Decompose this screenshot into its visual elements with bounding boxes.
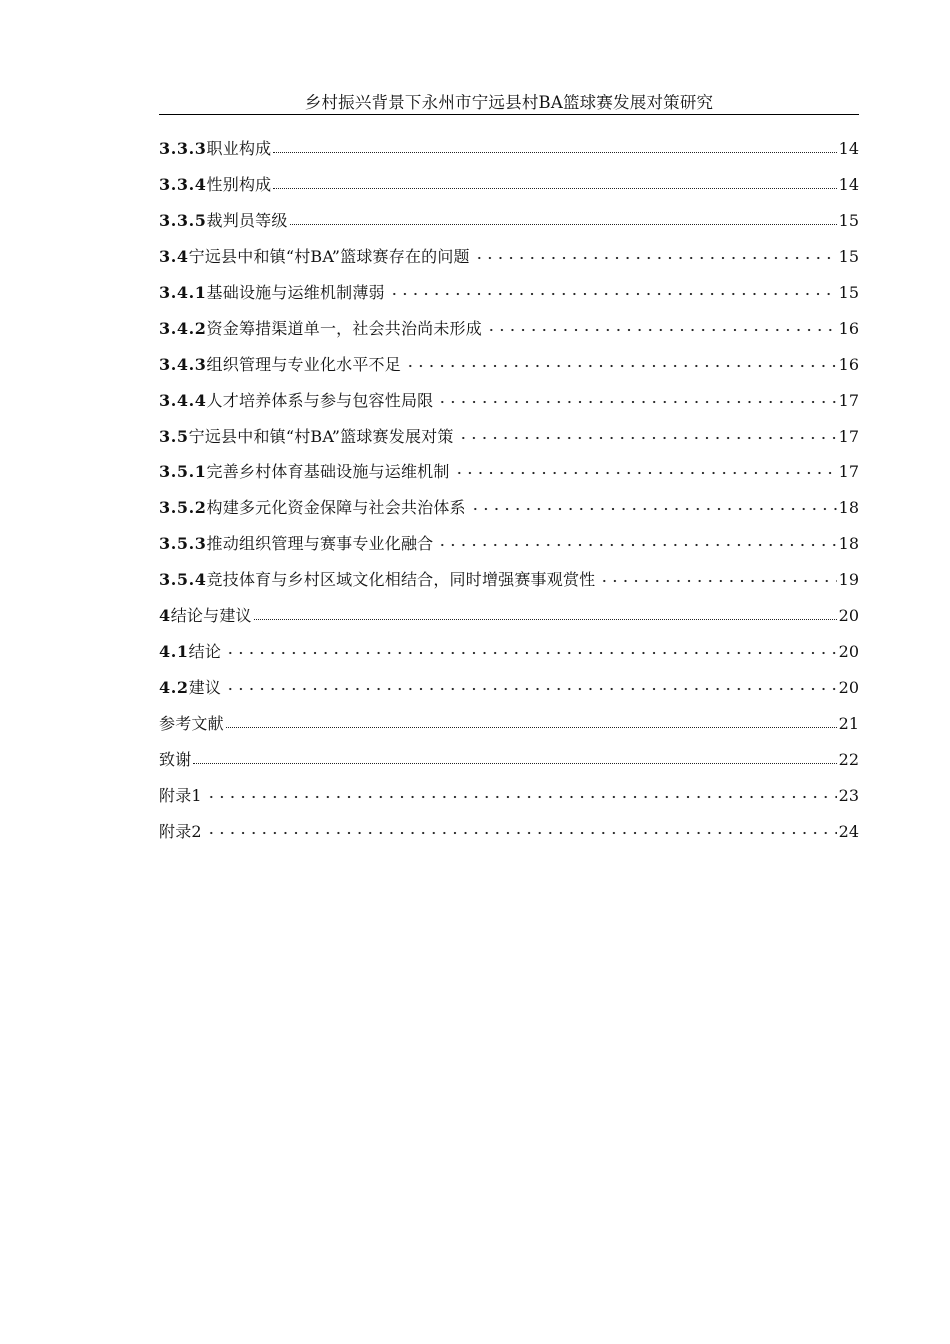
toc-entry-page-number: 17 — [838, 390, 859, 410]
toc-entry-number: 3.4.4 — [159, 390, 207, 410]
toc-entry-page-number: 17 — [838, 426, 859, 446]
toc-entry-title: 裁判员等级 — [206, 210, 288, 230]
toc-entry-title: 结论与建议 — [170, 606, 252, 626]
toc-entry[interactable] — [159, 676, 859, 712]
toc-entry-page-number: 20 — [838, 606, 859, 626]
toc-entry-page-number: 19 — [838, 570, 859, 590]
toc-entry[interactable] — [159, 460, 859, 496]
toc-dot-leader — [290, 210, 837, 225]
running-header-title: 乡村振兴背景下永州市宁远县村BA篮球赛发展对策研究 — [304, 93, 714, 112]
toc-entry-number: 3.5.4 — [159, 570, 207, 590]
toc-dot-leader — [484, 322, 837, 332]
toc-entry[interactable] — [159, 568, 859, 604]
toc-entry-title: 完善乡村体育基础设施与运维机制 — [206, 462, 450, 482]
toc-entry-page-number: 24 — [838, 821, 859, 841]
toc-entry[interactable] — [159, 604, 859, 640]
toc-entry-page-number: 18 — [838, 498, 859, 518]
toc-entry[interactable] — [159, 137, 859, 173]
toc-entry-title: 宁远县中和镇“村BA”篮球赛发展对策 — [188, 426, 454, 446]
toc-entry[interactable] — [159, 712, 859, 748]
toc-dot-leader — [468, 501, 837, 511]
toc-dot-leader — [597, 573, 836, 583]
toc-dot-leader — [204, 789, 837, 799]
toc-entry-page-number: 14 — [838, 174, 859, 194]
toc-entry-page-number: 15 — [838, 210, 859, 230]
toc-entry-page-number: 20 — [838, 642, 859, 662]
table-of-contents — [159, 137, 859, 856]
toc-dot-leader — [273, 138, 836, 153]
toc-entry-title: 推动组织管理与赛事专业化融合 — [206, 534, 434, 554]
toc-entry-page-number: 15 — [838, 246, 859, 266]
toc-entry[interactable] — [159, 281, 859, 317]
header-rule — [159, 114, 859, 115]
toc-entry-number: 3.5.1 — [159, 462, 207, 482]
toc-entry-page-number: 20 — [838, 678, 859, 698]
toc-entry-page-number: 14 — [838, 139, 859, 158]
toc-entry-title: 建议 — [188, 678, 222, 698]
toc-entry-number: 3.5.3 — [159, 534, 207, 554]
toc-entry[interactable] — [159, 173, 859, 209]
toc-entry-page-number: 18 — [838, 534, 859, 554]
toc-entry[interactable] — [159, 245, 859, 281]
toc-entry-page-number: 22 — [838, 749, 859, 769]
toc-entry[interactable] — [159, 748, 859, 784]
toc-entry-title: 附录2 — [159, 821, 202, 841]
toc-entry[interactable] — [159, 317, 859, 353]
toc-dot-leader — [387, 286, 837, 296]
toc-dot-leader — [452, 465, 837, 475]
toc-entry-number: 3.5 — [159, 426, 189, 446]
toc-dot-leader — [435, 394, 836, 404]
toc-entry-page-number: 15 — [838, 282, 859, 302]
toc-dot-leader — [254, 605, 837, 620]
toc-entry-number: 3.3.5 — [159, 210, 207, 230]
toc-entry-page-number: 16 — [838, 354, 859, 374]
toc-entry-page-number: 23 — [838, 785, 859, 805]
toc-entry-title: 致谢 — [159, 749, 192, 769]
toc-entry-number: 3.4 — [159, 246, 189, 266]
toc-entry[interactable] — [159, 640, 859, 676]
toc-entry[interactable] — [159, 532, 859, 568]
toc-entry-title: 附录1 — [159, 785, 202, 805]
toc-entry[interactable] — [159, 820, 859, 856]
toc-entry-title: 参考文献 — [159, 714, 224, 733]
toc-dot-leader — [223, 681, 837, 691]
toc-entry-number: 3.4.3 — [159, 354, 207, 374]
toc-dot-leader — [223, 645, 837, 655]
toc-entry[interactable] — [159, 784, 859, 820]
toc-entry[interactable] — [159, 496, 859, 532]
toc-entry-page-number: 17 — [838, 462, 859, 482]
toc-entry[interactable] — [159, 389, 859, 425]
toc-entry-number: 3.3.3 — [159, 139, 207, 158]
toc-entry-title: 职业构成 — [206, 139, 272, 158]
toc-entry-title: 竞技体育与乡村区域文化相结合，同时增强赛事观赏性 — [206, 570, 596, 590]
toc-entry-title: 性别构成 — [206, 174, 272, 194]
toc-entry-title: 基础设施与运维机制薄弱 — [206, 282, 385, 302]
toc-dot-leader — [204, 825, 837, 835]
toc-entry-number: 4 — [159, 606, 171, 626]
toc-entry-title: 资金筹措渠道单一，社会共治尚未形成 — [206, 318, 482, 338]
toc-entry-number: 4.1 — [159, 642, 189, 662]
toc-entry-title: 结论 — [188, 642, 222, 662]
toc-dot-leader — [273, 174, 836, 189]
toc-dot-leader — [435, 537, 836, 547]
toc-entry[interactable] — [159, 425, 859, 461]
toc-entry-page-number: 16 — [838, 318, 859, 338]
toc-entry-title: 组织管理与专业化水平不足 — [206, 354, 401, 374]
toc-entry-number: 3.5.2 — [159, 498, 207, 518]
toc-entry-title: 构建多元化资金保障与社会共治体系 — [206, 498, 466, 518]
toc-entry-title: 人才培养体系与参与包容性局限 — [206, 390, 434, 410]
toc-dot-leader — [226, 713, 837, 728]
toc-entry[interactable] — [159, 209, 859, 245]
toc-entry-number: 3.3.4 — [159, 174, 207, 194]
toc-entry-number: 4.2 — [159, 678, 189, 698]
toc-entry-title: 宁远县中和镇“村BA”篮球赛存在的问题 — [188, 246, 470, 266]
toc-dot-leader — [193, 749, 836, 764]
toc-entry-page-number: 21 — [838, 714, 859, 733]
toc-entry-number: 3.4.1 — [159, 282, 207, 302]
toc-entry-number: 3.4.2 — [159, 318, 207, 338]
toc-dot-leader — [456, 430, 837, 440]
toc-entry[interactable] — [159, 353, 859, 389]
toc-dot-leader — [472, 250, 837, 260]
toc-dot-leader — [403, 358, 837, 368]
